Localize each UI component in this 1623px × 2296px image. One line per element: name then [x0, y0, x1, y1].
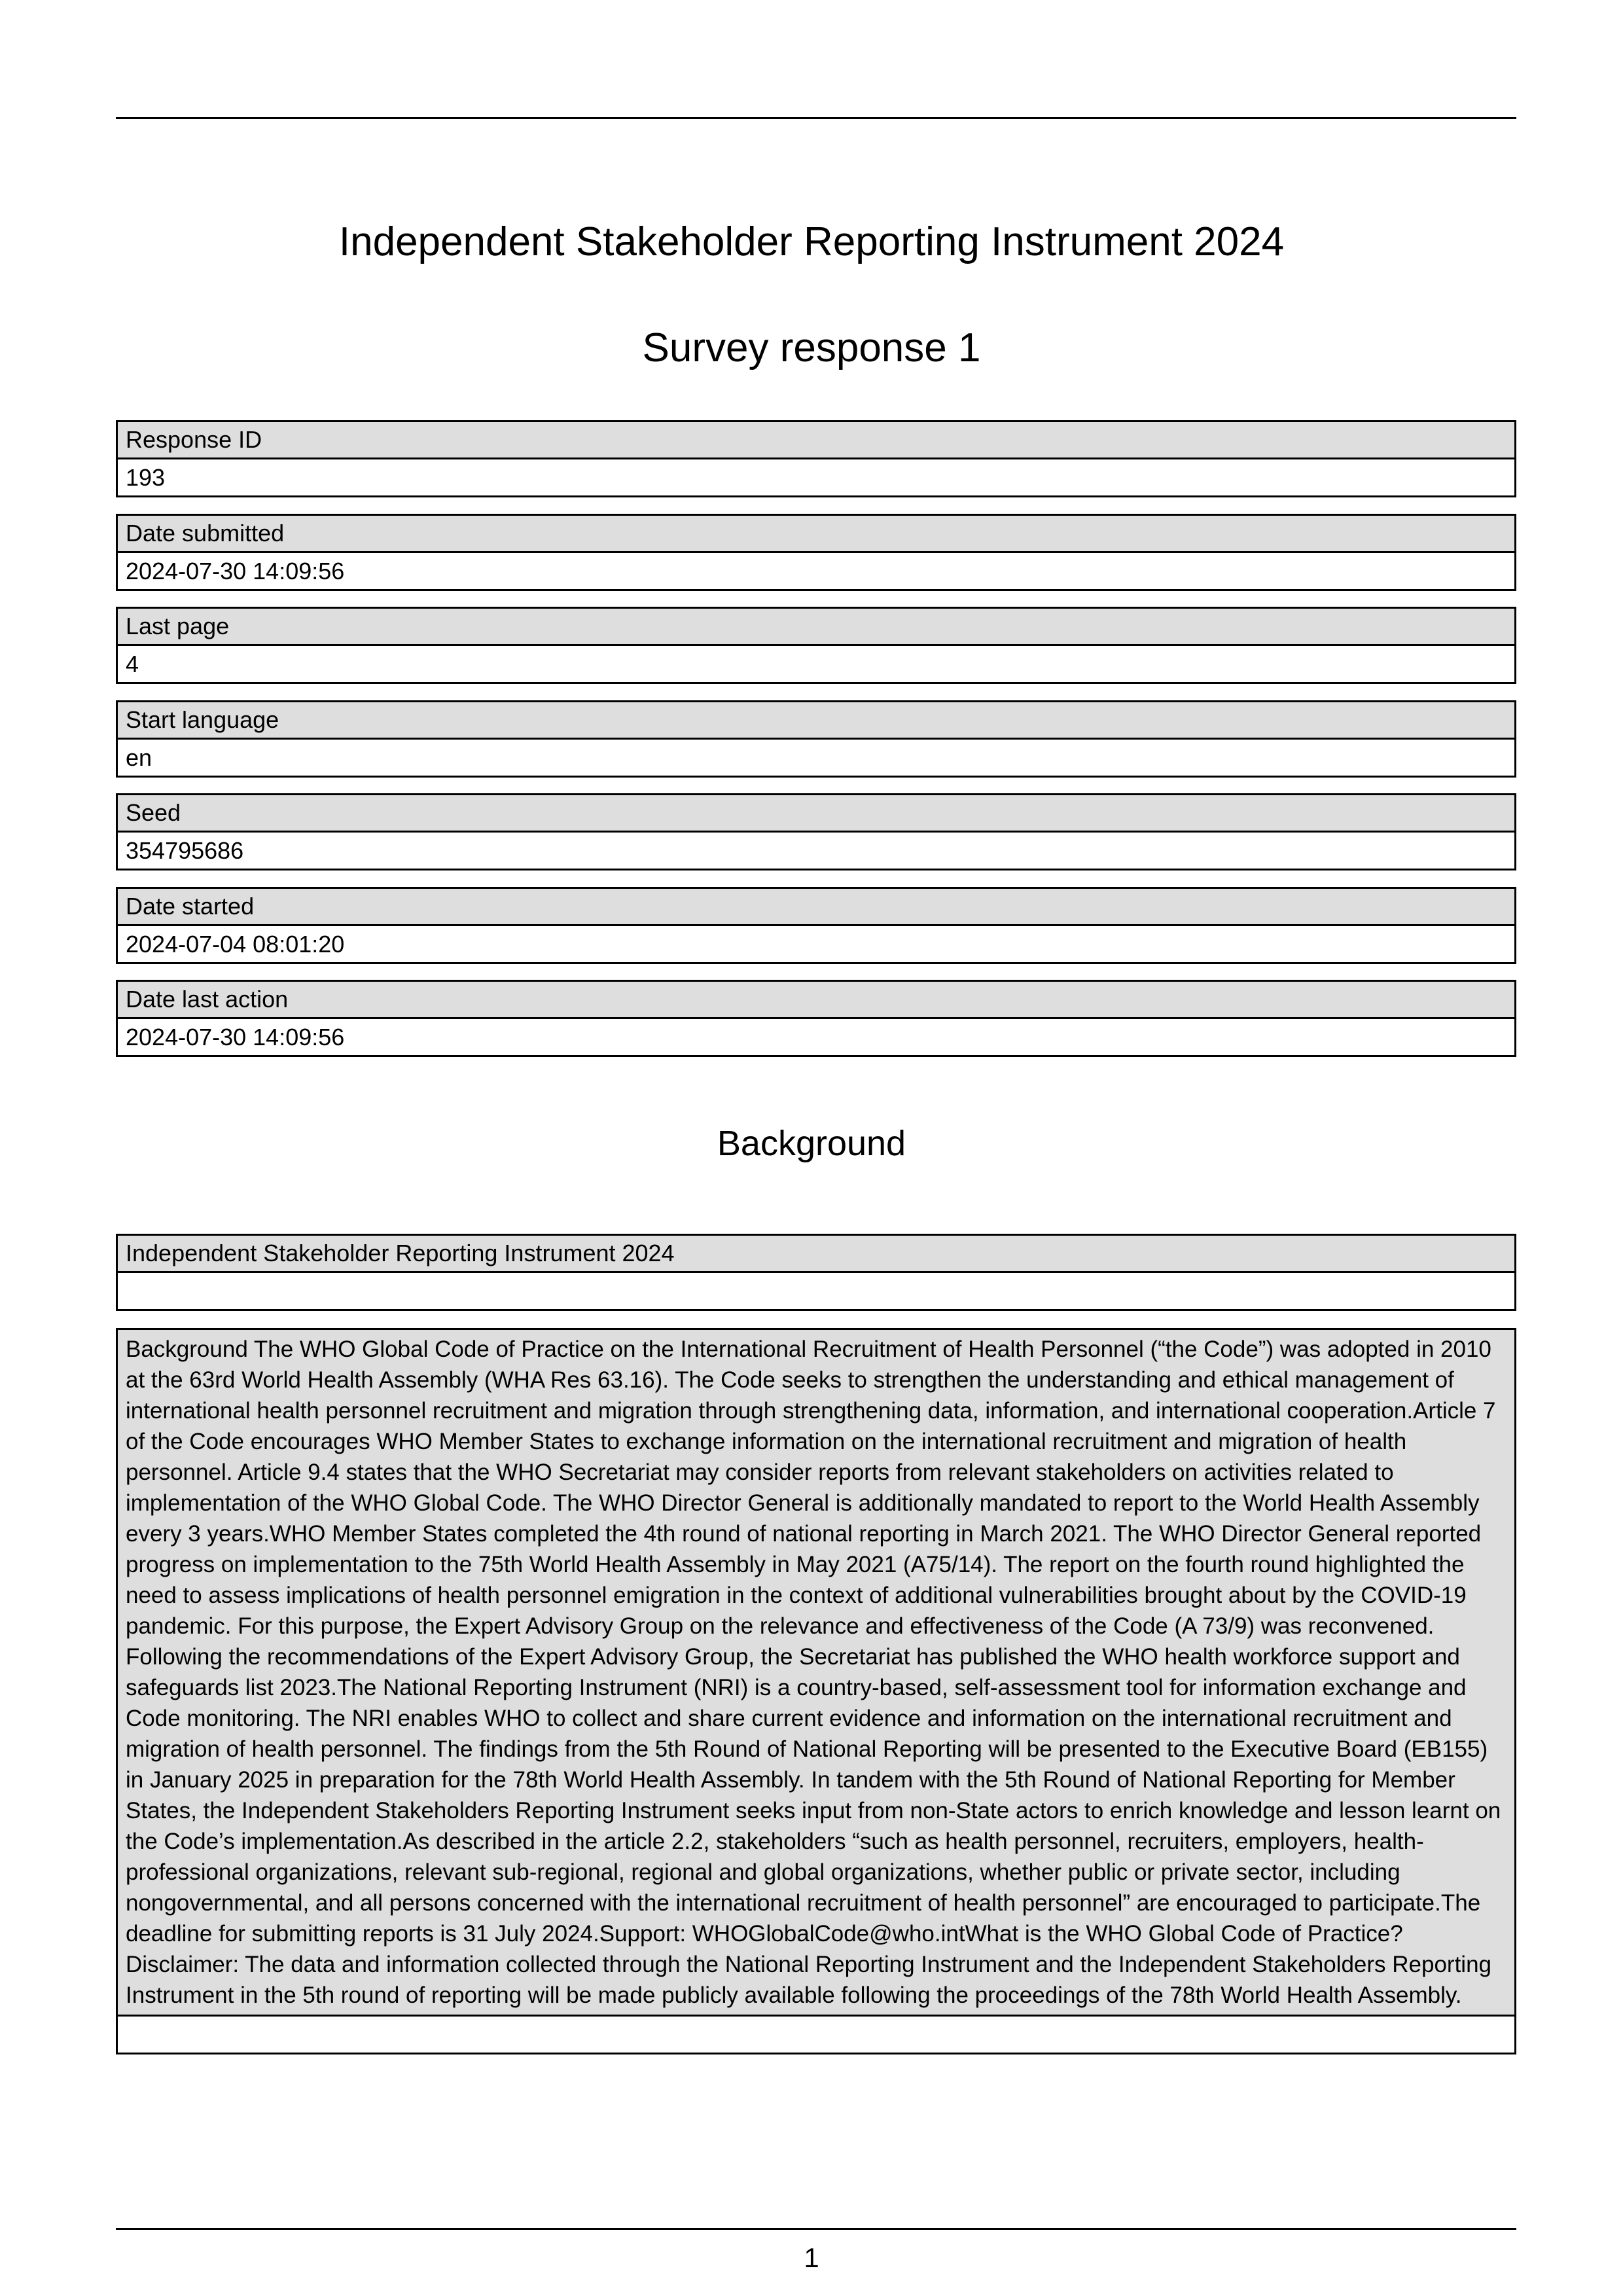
meta-value: 354795686 [118, 833, 1514, 869]
meta-field-date-started [116, 887, 1516, 964]
meta-label: Date last action [118, 982, 1514, 1019]
page-number: 1 [804, 2242, 819, 2273]
meta-label: Response ID [118, 422, 1514, 459]
meta-label: Date submitted [118, 516, 1514, 553]
section-heading: Background [717, 1124, 906, 1163]
question-label: Background The WHO Global Code of Practice on the International Recruitment of Health Personnel (“the Code”) was adopted in 2010 at the 63rd World Health Assembly (WHA Res 63.16). The Code seeks to strengthen the understanding and ethical management of international health personnel recruitment and migration through strengthening data, information, and international cooperation.Article 7 of the Code encourages WHO Member States to exchange information on the international recruitment and migration of health personnel. Article 9.4 states that the WHO Secretariat may consider reports from relevant stakeholders on activities related to implementation of the WHO Global Code. The WHO Director General is additionally mandated to report to the World Health Assembly every 3 years.WHO Member States completed the 4th round of national reporting in March 2021. The WHO Director General reported progress on implementation to the 75th World Health Assembly in May 2021 (A75/14). The report on the fourth round highlighted the need to assess implications of health personnel emigration in the context of additional vulnerabilities brought about by the COVID-19 pandemic. For this purpose, the Expert Advisory Group on the relevance and effectiveness of the Code (A 73/9) was reconvened. Following the recommendations of the Expert Advisory Group, the Secretariat has published the WHO health workforce support and safeguards list 2023.The National Reporting Instrument (NRI) is a country-based, self-assessment tool for information exchange and Code monitoring. The NRI enables WHO to collect and share current evidence and information on the international recruitment and migration of health personnel. The findings from the 5th Round of National Reporting will be presented to the Executive Board (EB155) in January 2025 in preparation for the 78th World Health Assembly. In tandem with the 5th Round of National Reporting for Member States, the Independent Stakeholders Reporting Instrument seeks input from non-State actors to enrich knowledge and lesson learnt on the Code’s implementation.As described in the article 2.2, stakeholders “such as health personnel, recruiters, employers, health-professional organizations, relevant sub-regional, regional and global organizations, whether public or private sector, including nongovernmental, and all persons concerned with the international recruitment of health personnel” are encouraged to participate.The deadline for submitting reports is 31 July 2024.Support: WHOGlobalCode@who.intWhat is the WHO Global Code of Practice? Disclaimer: The data and information collected through the National Reporting Instrument and the Independent Stakeholders Reporting Instrument in the 5th round of reporting will be made publicly available following the proceedings of the 78th World Health Assembly. [118, 1330, 1514, 2017]
meta-field-response-id [116, 420, 1516, 497]
question-background-text [116, 1328, 1516, 2054]
meta-value: 2024-07-04 08:01:20 [118, 926, 1514, 962]
question-instrument-title [116, 1234, 1516, 1311]
meta-value: 2024-07-30 14:09:56 [118, 1019, 1514, 1055]
meta-value: 193 [118, 459, 1514, 495]
meta-field-seed [116, 793, 1516, 870]
document-subtitle: Survey response 1 [642, 325, 981, 370]
header-rule [116, 117, 1516, 119]
meta-field-date-submitted [116, 514, 1516, 591]
meta-label: Seed [118, 795, 1514, 833]
meta-label: Date started [118, 889, 1514, 926]
meta-label: Start language [118, 702, 1514, 740]
meta-field-date-last-action [116, 980, 1516, 1057]
document-title: Independent Stakeholder Reporting Instrument 2024 [338, 219, 1285, 264]
meta-value: en [118, 740, 1514, 776]
meta-field-last-page [116, 607, 1516, 684]
meta-value: 2024-07-30 14:09:56 [118, 553, 1514, 589]
meta-field-start-language [116, 700, 1516, 778]
question-answer [118, 1273, 1514, 1309]
footer-rule [116, 2228, 1516, 2230]
question-label: Independent Stakeholder Reporting Instrument 2024 [118, 1236, 1514, 1273]
meta-value: 4 [118, 646, 1514, 682]
question-answer [118, 2017, 1514, 2053]
meta-label: Last page [118, 609, 1514, 646]
